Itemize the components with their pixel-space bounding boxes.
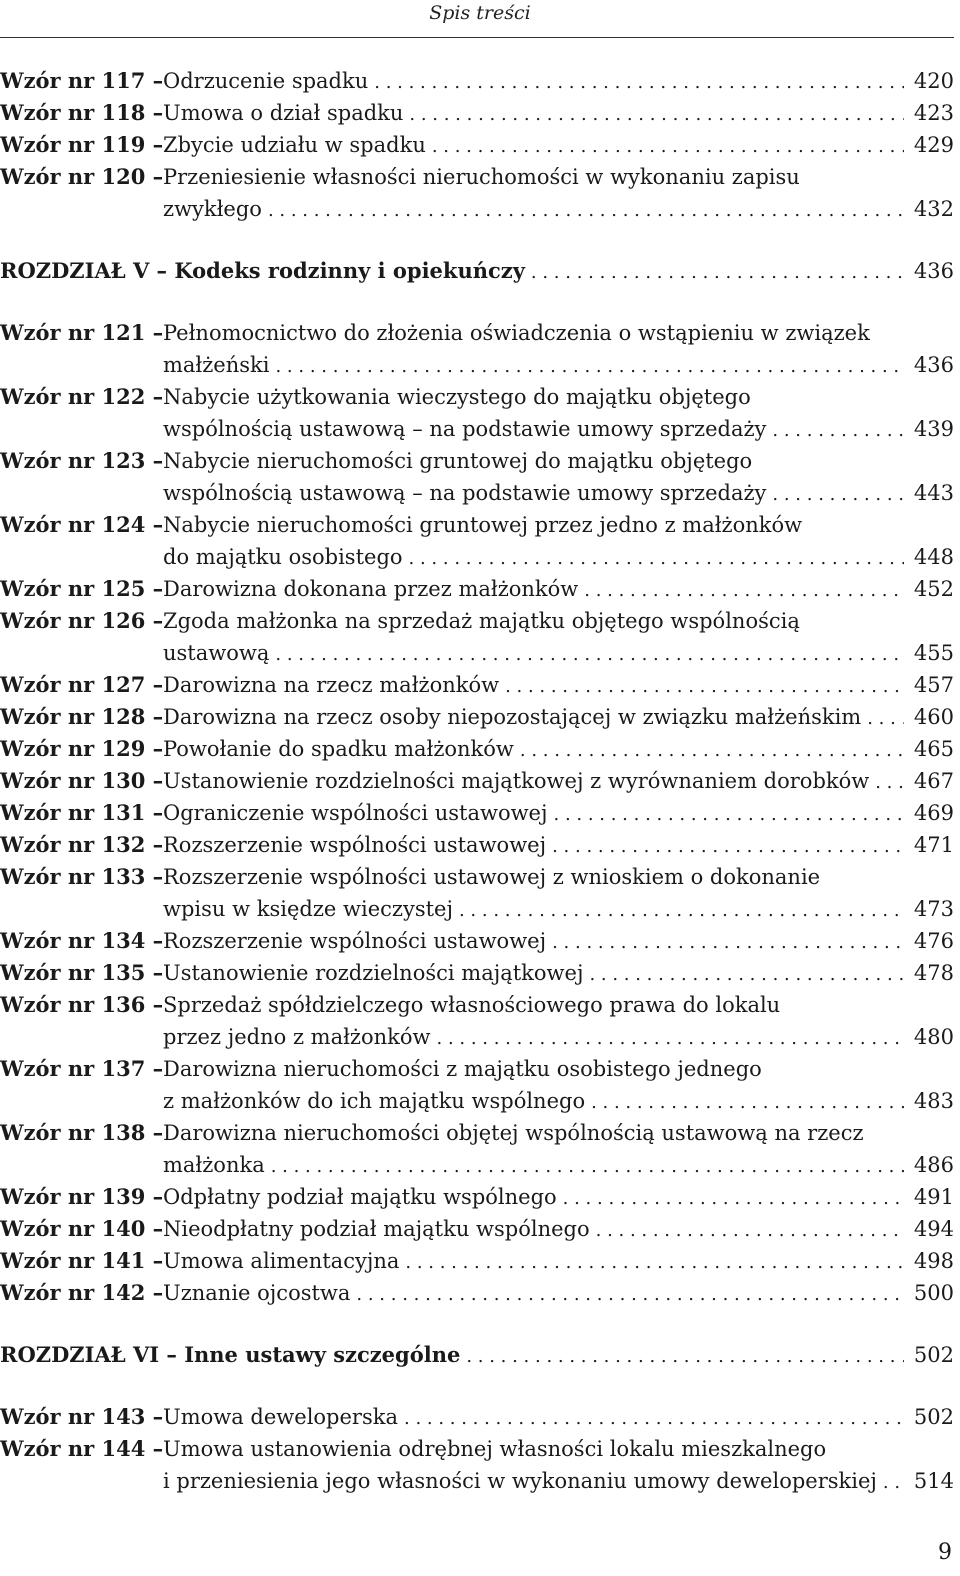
page-number: 471 — [913, 833, 954, 857]
dot-leader — [875, 767, 904, 799]
entry-title: Umowa deweloperska — [163, 1405, 398, 1429]
toc-entry[interactable] — [0, 765, 954, 797]
page-number: 502 — [913, 1405, 954, 1429]
toc-entry[interactable] — [0, 957, 954, 989]
entry-label: Wzór nr 138 – — [0, 1120, 164, 1145]
entry-label: Wzór nr 137 – — [0, 1056, 164, 1081]
entry-title: z małżonków do ich majątku wspólnego — [163, 1089, 586, 1113]
entry-label: Wzór nr 132 – — [0, 832, 164, 857]
toc-entry[interactable] — [0, 605, 954, 669]
page-number: 455 — [913, 641, 954, 665]
entry-label: Wzór nr 131 – — [0, 800, 164, 825]
page-number: 429 — [913, 133, 954, 157]
chapter-heading[interactable] — [0, 1339, 954, 1371]
dot-leader — [554, 799, 904, 831]
dot-leader — [356, 1279, 904, 1311]
dot-leader — [404, 1403, 904, 1435]
dot-leader — [505, 671, 904, 703]
toc-entry[interactable] — [0, 1245, 954, 1277]
toc-entry[interactable] — [0, 381, 954, 445]
entry-title: Zbycie udziału w spadku — [163, 133, 426, 157]
toc-entry[interactable] — [0, 509, 954, 573]
page-number: 500 — [913, 1281, 954, 1305]
entry-title: Darowizna nieruchomości objętej wspólnością ustawową na rzecz — [163, 1121, 864, 1145]
dot-leader — [563, 1183, 904, 1215]
entry-label: Wzór nr 124 – — [0, 512, 164, 537]
dot-leader — [437, 1023, 905, 1055]
entry-title: Umowa alimentacyjna — [163, 1249, 400, 1273]
page-number: 483 — [913, 1089, 954, 1113]
entry-label: Wzór nr 141 – — [0, 1248, 164, 1273]
entry-label: Wzór nr 134 – — [0, 928, 164, 953]
running-header-title: Spis treści — [429, 2, 531, 24]
dot-leader — [591, 1087, 904, 1119]
page-number: 448 — [913, 545, 954, 569]
entry-title: Rozszerzenie wspólności ustawowej — [163, 929, 547, 953]
toc-group-chapter-4-tail — [0, 65, 954, 225]
entry-title: Zgoda małżonka na sprzedaż majątku objętego wspólnością — [163, 609, 800, 633]
entry-title: małżeński — [163, 353, 270, 377]
entry-label: Wzór nr 136 – — [0, 992, 164, 1017]
dot-leader — [883, 1467, 904, 1499]
dot-leader — [772, 415, 904, 447]
entry-label: Wzór nr 126 – — [0, 608, 164, 633]
page-number: 469 — [913, 801, 954, 825]
entry-title: Nabycie nieruchomości gruntowej przez jedno z małżonków — [163, 513, 803, 537]
page-number: 467 — [913, 769, 954, 793]
entry-title: Ograniczenie wspólności ustawowej — [163, 801, 548, 825]
toc-entry[interactable] — [0, 1053, 954, 1117]
dot-leader — [405, 1247, 904, 1279]
page-number: 436 — [913, 353, 954, 377]
toc-entry[interactable] — [0, 989, 954, 1053]
entry-title: Odpłatny podział majątku wspólnego — [163, 1185, 557, 1209]
toc-entry[interactable] — [0, 701, 954, 733]
entry-title: wspólnością ustawową – na podstawie umowy sprzedaży — [163, 481, 767, 505]
toc-group-chapter-6 — [0, 1401, 954, 1497]
spacer — [0, 1309, 954, 1339]
toc-entry[interactable] — [0, 1213, 954, 1245]
dot-leader — [772, 479, 904, 511]
page-header — [0, 0, 960, 38]
entry-title: Uznanie ojcostwa — [163, 1281, 351, 1305]
dot-leader — [552, 831, 904, 863]
page-number: 457 — [913, 673, 954, 697]
page-number: 439 — [913, 417, 954, 441]
entry-title: Darowizna na rzecz małżonków — [163, 673, 500, 697]
toc-entry[interactable] — [0, 1181, 954, 1213]
toc-group-chapter-5 — [0, 317, 954, 1309]
page-number: 494 — [913, 1217, 954, 1241]
entry-label: Wzór nr 119 – — [0, 132, 164, 157]
entry-title: Pełnomocnictwo do złożenia oświadczenia o wstąpieniu w związek — [163, 321, 870, 345]
page-number: 480 — [913, 1025, 954, 1049]
entry-label: Wzór nr 135 – — [0, 960, 164, 985]
dot-leader — [531, 257, 904, 289]
page-number: 502 — [913, 1343, 954, 1367]
toc-entry[interactable] — [0, 317, 954, 381]
entry-title: i przeniesienia jego własności w wykonaniu umowy deweloperskiej — [163, 1469, 877, 1493]
entry-title: przez jedno z małżonków — [163, 1025, 431, 1049]
page-number: 478 — [913, 961, 954, 985]
dot-leader — [466, 1341, 904, 1373]
entry-title: Ustanowienie rozdzielności majątkowej z wyrównaniem dorobków — [163, 769, 870, 793]
entry-label: Wzór nr 142 – — [0, 1280, 164, 1305]
entry-label: Wzór nr 125 – — [0, 576, 164, 601]
spacer — [0, 225, 954, 255]
entry-title: Ustanowienie rozdzielności majątkowej — [163, 961, 584, 985]
dot-leader — [459, 895, 904, 927]
entry-label: Wzór nr 127 – — [0, 672, 164, 697]
toc-entry[interactable] — [0, 65, 954, 97]
entry-title: wpisu w księdze wieczystej — [163, 897, 453, 921]
page-number: 443 — [913, 481, 954, 505]
dot-leader — [584, 575, 904, 607]
dot-leader — [432, 131, 904, 163]
entry-title: Powołanie do spadku małżonków — [163, 737, 514, 761]
entry-title: Nabycie nieruchomości gruntowej do majątku objętego — [163, 449, 753, 473]
dot-leader — [409, 99, 904, 131]
entry-title: Rozszerzenie wspólności ustawowej — [163, 833, 547, 857]
dot-leader — [374, 67, 904, 99]
page-number: 452 — [913, 577, 954, 601]
dot-leader — [275, 639, 904, 671]
page-number: 473 — [913, 897, 954, 921]
spacer — [0, 1371, 954, 1401]
header-rule — [0, 37, 954, 38]
entry-title: Darowizna na rzecz osoby niepozostającej w związku małżeńskim — [163, 705, 862, 729]
entry-label: Wzór nr 117 – — [0, 68, 164, 93]
entry-title: Umowa o dział spadku — [163, 101, 404, 125]
toc-entry[interactable] — [0, 829, 954, 861]
spacer — [0, 287, 954, 317]
toc-entry[interactable] — [0, 797, 954, 829]
entry-title: Odrzucenie spadku — [163, 69, 369, 93]
chapter-heading[interactable] — [0, 255, 954, 287]
entry-label: Wzór nr 123 – — [0, 448, 164, 473]
entry-label: Wzór nr 120 – — [0, 164, 164, 189]
entry-label: Wzór nr 133 – — [0, 864, 164, 889]
toc-entry[interactable] — [0, 925, 954, 957]
entry-title: Nabycie użytkowania wieczystego do majątku objętego — [163, 385, 751, 409]
entry-label: Wzór nr 139 – — [0, 1184, 164, 1209]
toc-entry[interactable] — [0, 97, 954, 129]
entry-title: do majątku osobistego — [163, 545, 403, 569]
entry-title: Rozszerzenie wspólności ustawowej z wnioskiem o dokonanie — [163, 865, 821, 889]
toc-entry[interactable] — [0, 129, 954, 161]
page-number: 423 — [913, 101, 954, 125]
chapter-title: ROZDZIAŁ V – Kodeks rodzinny i opiekuńczy — [0, 258, 525, 283]
dot-leader — [867, 703, 904, 735]
chapter-title: ROZDZIAŁ VI – Inne ustawy szczególne — [0, 1342, 461, 1367]
dot-leader — [275, 351, 904, 383]
page-number: 491 — [913, 1185, 954, 1209]
entry-label: Wzór nr 143 – — [0, 1404, 164, 1429]
page-number: 432 — [913, 197, 954, 221]
page-number: 476 — [913, 929, 954, 953]
page-number: 420 — [913, 69, 954, 93]
entry-title: Darowizna dokonana przez małżonków — [163, 577, 579, 601]
entry-title: ustawową — [163, 641, 270, 665]
entry-label: Wzór nr 128 – — [0, 704, 164, 729]
toc-entry[interactable] — [0, 861, 954, 925]
toc-entry[interactable] — [0, 1401, 954, 1433]
dot-leader — [596, 1215, 904, 1247]
page-number: 465 — [913, 737, 954, 761]
entry-label: Wzór nr 129 – — [0, 736, 164, 761]
page-number: 514 — [913, 1469, 954, 1493]
page-number: 460 — [913, 705, 954, 729]
entry-title: wspólnością ustawową – na podstawie umowy sprzedaży — [163, 417, 767, 441]
page-number: 498 — [913, 1249, 954, 1273]
toc-entry[interactable] — [0, 1433, 954, 1497]
page-number-footer: 9 — [938, 1540, 952, 1565]
entry-label: Wzór nr 144 – — [0, 1436, 164, 1461]
toc-entry[interactable] — [0, 573, 954, 605]
toc-entry[interactable] — [0, 669, 954, 701]
entry-title: małżonka — [163, 1153, 265, 1177]
page-number: 486 — [913, 1153, 954, 1177]
entry-label: Wzór nr 118 – — [0, 100, 164, 125]
entry-label: Wzór nr 130 – — [0, 768, 164, 793]
dot-leader — [271, 1151, 904, 1183]
entry-label: Wzór nr 121 – — [0, 320, 164, 345]
entry-title: zwykłego — [163, 197, 262, 221]
table-of-contents — [0, 65, 954, 1497]
dot-leader — [589, 959, 904, 991]
toc-entry[interactable] — [0, 161, 954, 225]
entry-title: Nieodpłatny podział majątku wspólnego — [163, 1217, 590, 1241]
entry-label: Wzór nr 140 – — [0, 1216, 164, 1241]
dot-leader — [409, 543, 904, 575]
entry-title: Sprzedaż spółdzielczego własnościowego prawa do lokalu — [163, 993, 781, 1017]
toc-entry[interactable] — [0, 445, 954, 509]
toc-entry[interactable] — [0, 733, 954, 765]
dot-leader — [268, 195, 904, 227]
page-number: 436 — [913, 259, 954, 283]
entry-title: Przeniesienie własności nieruchomości w wykonaniu zapisu — [163, 165, 800, 189]
toc-entry[interactable] — [0, 1277, 954, 1309]
entry-title: Darowizna nieruchomości z majątku osobistego jednego — [163, 1057, 762, 1081]
entry-label: Wzór nr 122 – — [0, 384, 164, 409]
toc-entry[interactable] — [0, 1117, 954, 1181]
dot-leader — [552, 927, 904, 959]
dot-leader — [520, 735, 904, 767]
entry-title: Umowa ustanowienia odrębnej własności lokalu mieszkalnego — [163, 1437, 827, 1461]
